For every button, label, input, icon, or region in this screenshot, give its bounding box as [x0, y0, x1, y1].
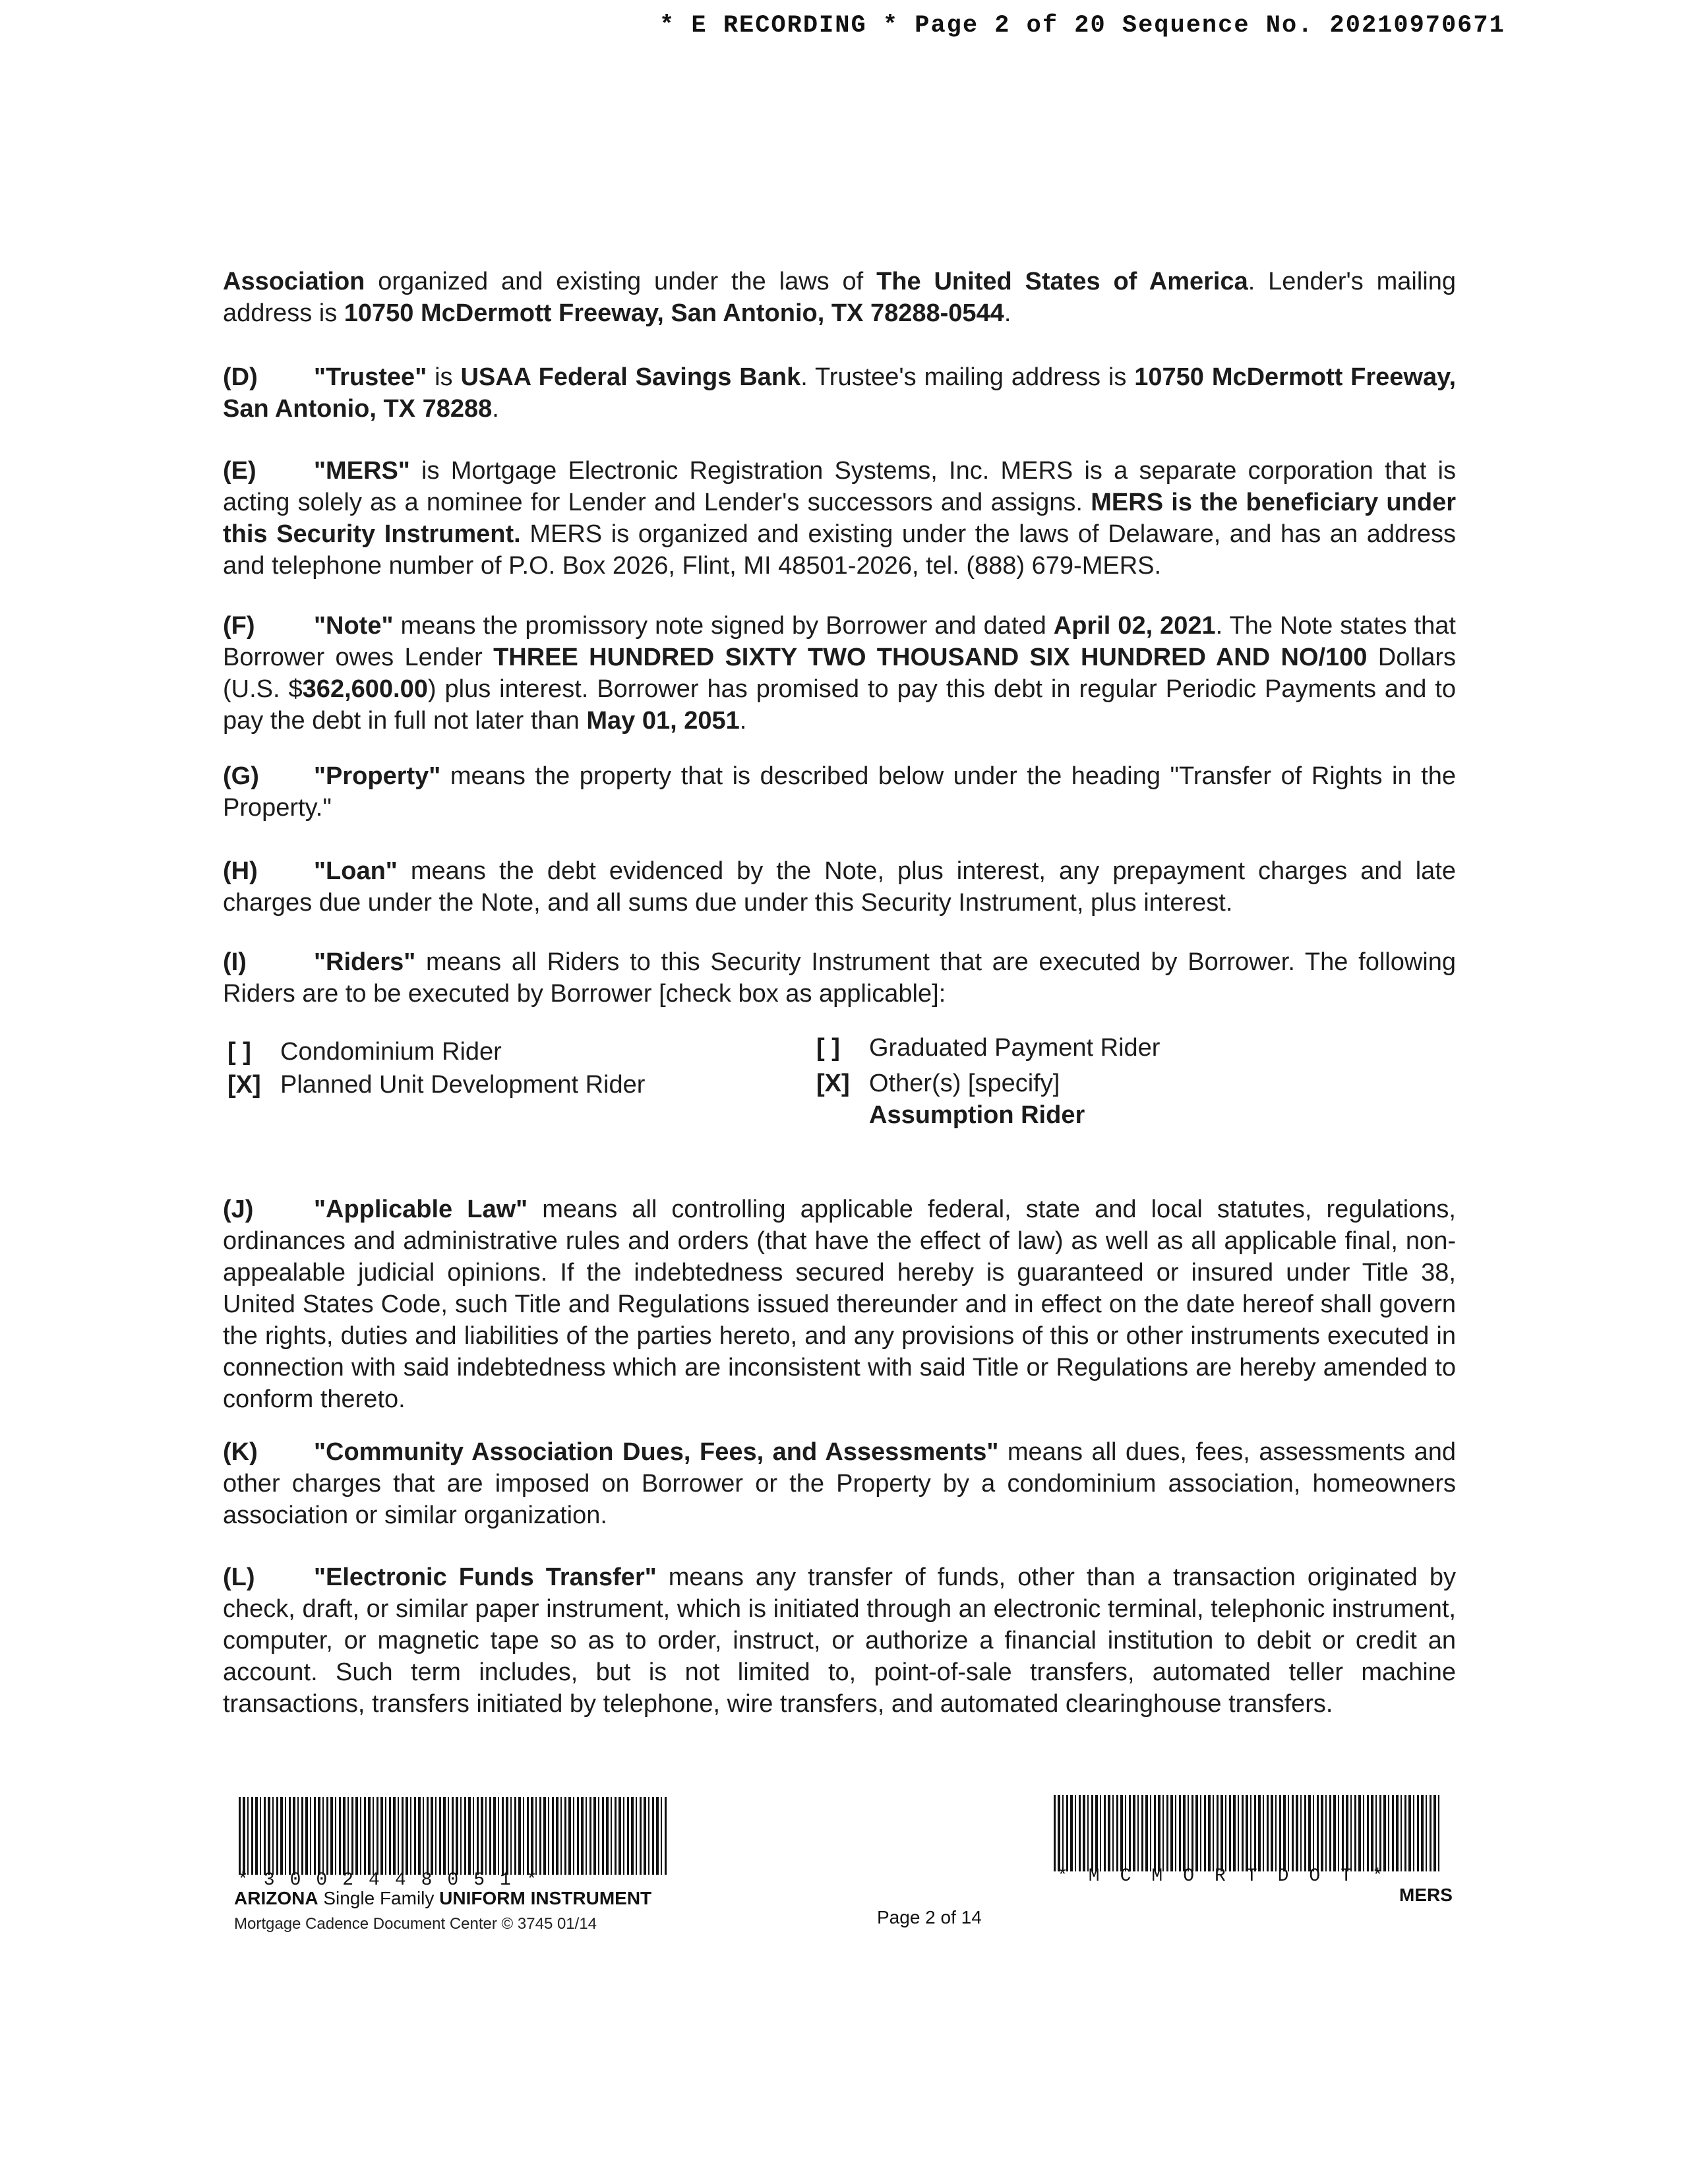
rider-graduated-payment	[816, 1031, 1160, 1064]
other-checkbox[interactable]: [X]	[816, 1070, 850, 1097]
mers-barcode	[1054, 1795, 1441, 1871]
term-riders: "Riders"	[314, 948, 416, 976]
text: means any transfer of funds, other than a transaction originated by check, draft, or similar paper instrument, which is initiated through an electronic terminal, telephonic instrument, computer, or magnetic tape so as to order, instruct, or authorize a financial institution to debit or credit an account. Such term includes, but is not limited to, point-of-sale transfers, automated teller machine transactions, transfers initiated by telephone, wire transfers, and automated clearinghouse transfers.	[223, 1563, 1456, 1718]
term-applicable-law: "Applicable Law"	[314, 1196, 528, 1223]
family-type: Single Family	[318, 1888, 440, 1908]
rider-label: Other(s) [specify]	[869, 1070, 1060, 1097]
trustee-address: 10750 McDermott Freeway, San Antonio, TX 78288	[223, 363, 1456, 423]
pud-checkbox[interactable]: [X]	[227, 1071, 261, 1099]
section-g-property	[223, 760, 1456, 824]
note-date: April 02, 2021	[1053, 612, 1216, 640]
section-label: (J)	[223, 1196, 254, 1223]
text: . The Note states that Borrower owes Lender	[223, 612, 1456, 671]
section-label: (L)	[223, 1563, 255, 1591]
section-label: (E)	[223, 457, 256, 485]
term-note: "Note"	[314, 612, 394, 640]
section-label: (K)	[223, 1438, 258, 1466]
mers-beneficiary: MERS is the beneficiary under this Security Instrument.	[223, 489, 1456, 548]
rider-label: Condominium Rider	[280, 1038, 502, 1066]
lender-address: 10750 McDermott Freeway, San Antonio, TX 78288-0544	[344, 299, 1004, 327]
section-label: (H)	[223, 857, 258, 885]
text: Dollars (U.S. $	[223, 644, 1456, 703]
text: .	[492, 395, 499, 423]
term-community-association: "Community Association Dues, Fees, and Assessments"	[314, 1438, 999, 1466]
section-e-mers	[223, 455, 1456, 582]
intro-text-2: . Lender's mailing address is	[223, 268, 1456, 327]
text: means the promissory note signed by Borrower and dated	[393, 612, 1054, 640]
rider-planned-unit-development	[227, 1068, 645, 1101]
text: is Mortgage Electronic Registration Systems, Inc. MERS is a separate corporation that is acting solely as a nominee for Lender and Lender's successors and assigns.	[223, 457, 1456, 516]
term-mers: "MERS"	[314, 457, 410, 485]
rider-label: Graduated Payment Rider	[869, 1034, 1160, 1062]
loan-amount-number: 362,600.00	[302, 675, 428, 703]
uniform-instrument: UNIFORM INSTRUMENT	[439, 1888, 652, 1908]
condominium-checkbox[interactable]: [ ]	[227, 1038, 251, 1066]
section-d-trustee	[223, 361, 1456, 425]
term-trustee: "Trustee"	[314, 363, 427, 391]
section-j-applicable-law	[223, 1194, 1456, 1415]
text: . Trustee's mailing address is	[800, 363, 1135, 391]
mers-barcode-digits: *MCMORTDOT*	[1057, 1866, 1404, 1887]
section-f-note	[223, 610, 1456, 737]
section-k-community-association	[223, 1436, 1456, 1531]
loan-barcode-digits: *3002448051*	[237, 1870, 553, 1891]
term-property: "Property"	[314, 762, 441, 790]
text: means the property that is described below under the heading "Transfer of Rights in the Property."	[223, 762, 1456, 822]
loan-amount-words: THREE HUNDRED SIXTY TWO THOUSAND SIX HUNDRED AND NO/100	[493, 644, 1368, 671]
section-label: (F)	[223, 612, 255, 640]
intro-association: Association	[223, 268, 365, 295]
maturity-date: May 01, 2051	[586, 707, 740, 735]
section-i-riders	[223, 946, 1456, 1010]
text: MERS is organized and existing under the laws of Delaware, and has an address and telephone number of P.O. Box 2026, Flint, MI 48501-2026, tel. (888) 679-MERS.	[223, 520, 1456, 580]
section-label: (G)	[223, 762, 259, 790]
riders-checklist	[227, 1035, 1217, 1141]
text: means the debt evidenced by the Note, plus interest, any prepayment charges and late charges due under the Note, and all sums due under this Security Instrument, plus interest.	[223, 857, 1456, 917]
mers-label: MERS	[1399, 1885, 1453, 1905]
instrument-title	[234, 1888, 651, 1909]
text: means all dues, fees, assessments and other charges that are imposed on Borrower or the Property by a condominium association, homeowners association or similar organization.	[223, 1438, 1457, 1529]
text: ) plus interest. Borrower has promised to pay this debt in regular Periodic Payments and to pay the debt in full not later than	[223, 675, 1457, 735]
term-electronic-funds-transfer: "Electronic Funds Transfer"	[314, 1563, 657, 1591]
term-loan: "Loan"	[314, 857, 398, 885]
recording-header: * E RECORDING * Page 2 of 20 Sequence No. 20210970671	[659, 12, 1505, 40]
state-name: ARIZONA	[234, 1888, 318, 1908]
text: means all controlling applicable federal, state and local statutes, regulations, ordinances and administrative rules and orders (that have the effect of law) as well as all applicable final, non-appealable judicial opinions. If the indebtedness secured hereby is guaranteed or insured under Title 38, United States Code, such Title and Regulations issued thereunder and in effect on the date hereof shall govern the rights, duties and liabilities of the parties hereto, and any provisions of this or other instruments executed in connection with said indebtedness which are inconsistent with said Title or Regulations are hereby amended to conform thereto.	[223, 1196, 1456, 1413]
trustee-name: USAA Federal Savings Bank	[460, 363, 801, 391]
intro-country: The United States of America	[876, 268, 1248, 295]
rider-other-specify: Assumption Rider	[869, 1101, 1085, 1129]
graduated-checkbox[interactable]: [ ]	[816, 1034, 840, 1062]
rider-condominium	[227, 1035, 502, 1068]
intro-paragraph	[223, 266, 1456, 329]
text: is	[427, 363, 461, 391]
section-h-loan	[223, 855, 1456, 919]
document-center-info: Mortgage Cadence Document Center © 3745 01/14	[234, 1915, 597, 1933]
intro-text-3: .	[1004, 299, 1011, 327]
section-l-electronic-funds-transfer	[223, 1562, 1456, 1720]
section-label: (I)	[223, 948, 247, 976]
rider-label: Planned Unit Development Rider	[280, 1071, 646, 1099]
text: .	[739, 707, 747, 735]
rider-other	[816, 1067, 1060, 1100]
page-number: Page 2 of 14	[877, 1907, 982, 1927]
intro-text-1: organized and existing under the laws of	[365, 268, 877, 295]
text: means all Riders to this Security Instrument that are executed by Borrower. The following Riders are to be executed by Borrower [check box as applicable]:	[223, 948, 1456, 1008]
section-label: (D)	[223, 363, 258, 391]
loan-barcode	[239, 1797, 667, 1875]
